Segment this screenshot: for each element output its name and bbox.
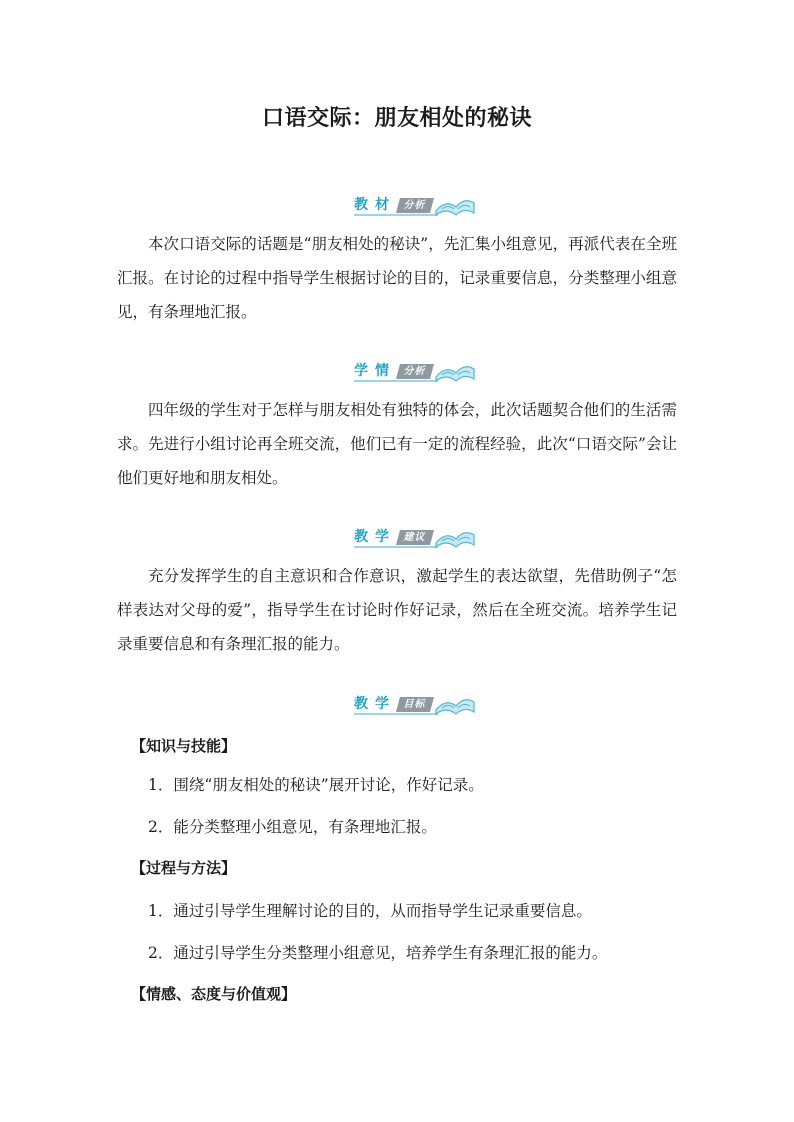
- banner-tag: 建议: [396, 530, 434, 545]
- banner-underline: [354, 546, 438, 548]
- banner-underline: [354, 214, 438, 216]
- section-paragraph-student-analysis: 四年级的学生对于怎样与朋友相处有独特的体会，此次话题契合他们的生活需求。先进行小组讨论再全班交流，他们已有一定的流程经验，此次“口语交际”会让他们更好地和朋友相处。: [117, 401, 677, 487]
- book-ornament-icon: [434, 692, 476, 716]
- banner-label: 学情: [354, 363, 396, 379]
- goal-item: 1．围绕“朋友相处的秘诀”展开讨论，作好记录。: [148, 776, 484, 794]
- goal-heading-emotion-attitude-values: 【情感、态度与价值观】: [131, 985, 297, 1003]
- banner-tag: 分析: [396, 198, 434, 213]
- goal-heading-process-method: 【过程与方法】: [131, 859, 237, 877]
- page-title: 口语交际：朋友相处的秘诀: [261, 106, 532, 131]
- banner-label: 教学: [354, 529, 396, 545]
- goal-item: 1．通过引导学生理解讨论的目的，从而指导学生记录重要信息。: [148, 902, 592, 920]
- section-banner-textbook-analysis: [354, 193, 478, 217]
- goal-heading-knowledge-skills: 【知识与技能】: [131, 737, 237, 755]
- banner-label: 教学: [354, 696, 396, 712]
- banner-tag: 目标: [396, 697, 434, 712]
- section-banner-teaching-suggestions: [354, 525, 478, 549]
- banner-label: 教材: [354, 197, 396, 213]
- section-paragraph-teaching-suggestions: 充分发挥学生的自主意识和合作意识，激起学生的表达欲望，先借助例子“怎样表达对父母的爱”，指导学生在讨论时作好记录，然后在全班交流。培养学生记录重要信息和有条理汇报的能力。: [117, 567, 677, 653]
- section-paragraph-textbook-analysis: 本次口语交际的话题是“朋友相处的秘诀”，先汇集小组意见，再派代表在全班汇报。在讨论的过程中指导学生根据讨论的目的，记录重要信息，分类整理小组意见，有条理地汇报。: [117, 235, 677, 321]
- banner-tag: 分析: [396, 364, 434, 379]
- goal-item: 2．通过引导学生分类整理小组意见，培养学生有条理汇报的能力。: [148, 944, 608, 962]
- goal-item: 2．能分类整理小组意见，有条理地汇报。: [148, 818, 437, 836]
- banner-underline: [354, 713, 438, 715]
- book-ornament-icon: [434, 193, 476, 217]
- section-banner-teaching-goals: [354, 692, 478, 716]
- book-ornament-icon: [434, 525, 476, 549]
- section-banner-student-analysis: [354, 359, 478, 383]
- book-ornament-icon: [434, 359, 476, 383]
- banner-underline: [354, 380, 438, 382]
